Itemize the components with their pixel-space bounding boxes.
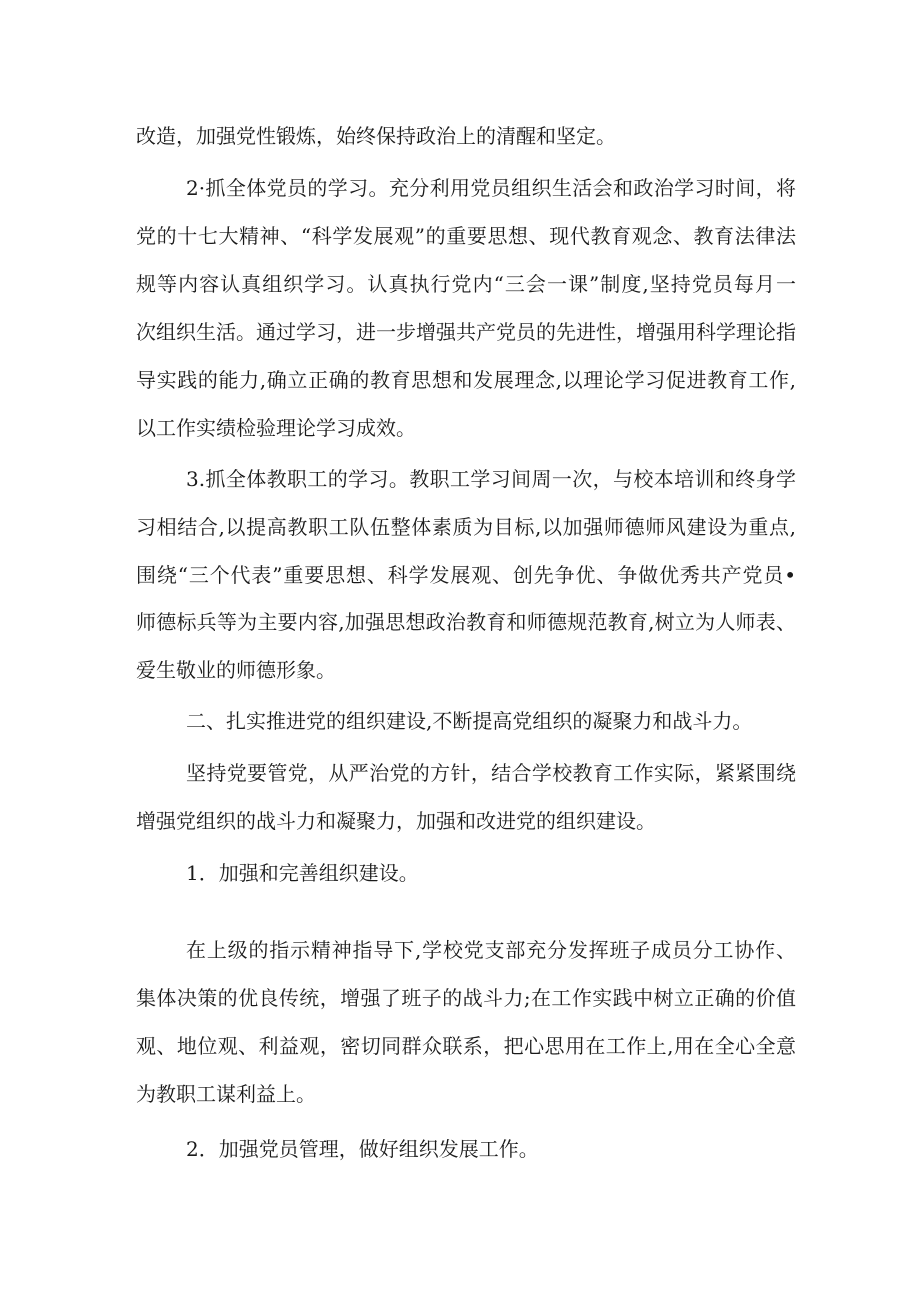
subsection-heading: 2．加强党员管理，做好组织发展工作。 bbox=[186, 1137, 539, 1161]
section-heading: 二、扎实推进党的组织建设,不断提高党组织的凝聚力和战斗力。 bbox=[186, 709, 753, 733]
text-line: 党的十七大精神、“科学发展观”的重要思想、现代教育观念、教育法律法 bbox=[136, 224, 796, 248]
text-line: 导实践的能力,确立正确的教育思想和发展理念,以理论学习促进教育工作, bbox=[136, 368, 796, 392]
text-line: 2·抓全体党员的学习。充分利用党员组织生活会和政治学习时间，将 bbox=[186, 176, 796, 200]
text-line: 改造，加强党性锻炼，始终保持政治上的清醒和坚定。 bbox=[136, 124, 616, 148]
text-line: 爱生敬业的师德形象。 bbox=[136, 658, 336, 682]
text-line: 增强党组织的战斗力和凝聚力，加强和改进党的组织建设。 bbox=[136, 809, 656, 833]
text-line: 习相结合,以提高教职工队伍整体素质为目标,以加强师德师风建设为重点, bbox=[136, 515, 796, 539]
text-line: 师德标兵等为主要内容,加强思想政治教育和师德规范教育,树立为人师表、 bbox=[136, 610, 796, 634]
subsection-heading: 1．加强和完善组织建设。 bbox=[186, 861, 419, 885]
text-line: 观、地位观、利益观，密切同群众联系，把心思用在工作上,用在全心全意 bbox=[136, 1034, 796, 1058]
text-line: 集体决策的优良传统，增强了班子的战斗力;在工作实践中树立正确的价值 bbox=[136, 986, 796, 1010]
text-line: 次组织生活。通过学习，进一步增强共产党员的先进性，增强用科学理论指 bbox=[136, 320, 796, 344]
text-line: 围绕“三个代表”重要思想、科学发展观、创先争优、争做优秀共产党员• bbox=[136, 563, 796, 587]
text-line: 为教职工谋利益上。 bbox=[136, 1082, 316, 1106]
text-line: 3.抓全体教职工的学习。教职工学习间周一次，与校本培训和终身学 bbox=[186, 467, 796, 491]
text-line: 规等内容认真组织学习。认真执行党内“三会一课”制度,坚持党员每月一 bbox=[136, 272, 796, 296]
text-line: 在上级的指示精神指导下,学校党支部充分发挥班子成员分工协作、 bbox=[186, 938, 796, 962]
text-line: 以工作实绩检验理论学习成效。 bbox=[136, 416, 416, 440]
text-line: 坚持党要管党，从严治党的方针，结合学校教育工作实际，紧紧围绕 bbox=[186, 761, 796, 785]
